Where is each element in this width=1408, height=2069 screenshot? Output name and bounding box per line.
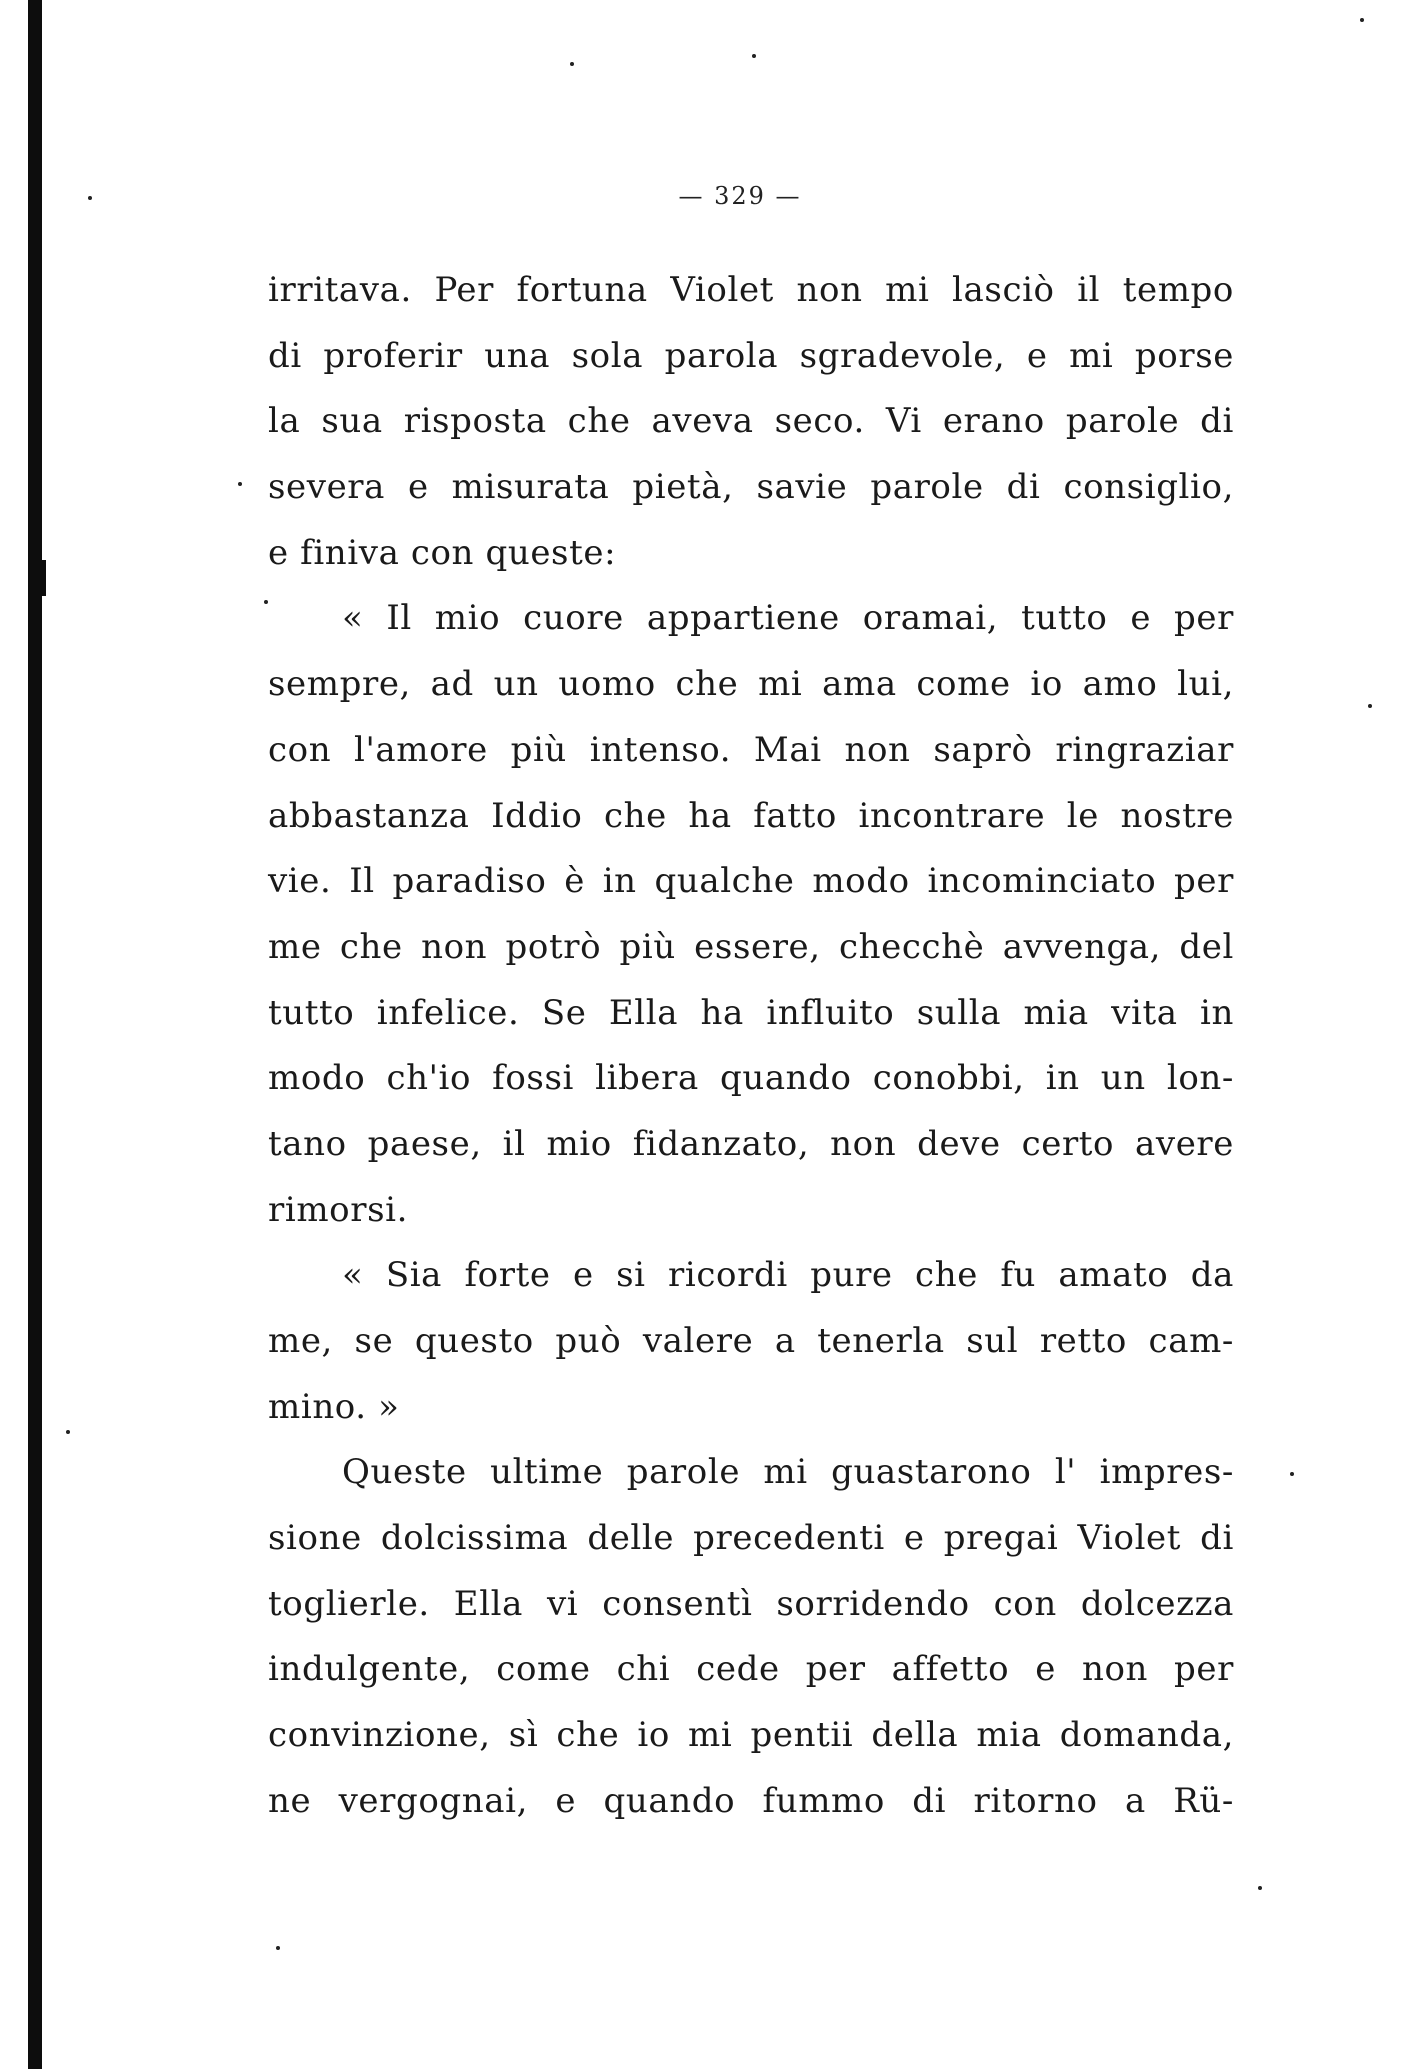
text-line: sione dolcissima delle precedenti e pregai Violet di <box>268 1518 1234 1559</box>
text-line: modo ch'io fossi libera quando conobbi, in un lon- <box>268 1058 1234 1099</box>
scan-speck <box>570 62 574 66</box>
text-line: me che non potrò più essere, checchè avvenga, del <box>268 926 1234 967</box>
scan-speck <box>1360 18 1364 22</box>
text-line: con l'amore più intenso. Mai non saprò ringraziar <box>268 729 1234 770</box>
text-line: « Sia forte e si ricordi pure che fu amato da <box>342 1255 1234 1296</box>
text-line: ne vergognai, e quando fummo di ritorno a Rü- <box>268 1780 1234 1821</box>
text-line: abbastanza Iddio che ha fatto incontrare le nostre <box>268 795 1234 836</box>
scan-speck <box>88 196 92 200</box>
text-line: « Il mio cuore appartiene oramai, tutto e per <box>342 598 1234 639</box>
text-line: toglierle. Ella vi consentì sorridendo con dolcezza <box>268 1583 1234 1624</box>
text-line: vie. Il paradiso è in qualche modo incominciato per <box>268 861 1234 902</box>
text-line: indulgente, come chi cede per affetto e non per <box>268 1649 1234 1690</box>
text-line: la sua risposta che aveva seco. Vi erano parole di <box>268 401 1234 442</box>
text-line: sempre, ad un uomo che mi ama come io amo lui, <box>268 664 1234 705</box>
scan-speck <box>1368 704 1372 708</box>
text-line: rimorsi. <box>268 1189 409 1230</box>
binding-edge <box>28 0 42 2069</box>
scan-speck <box>276 1946 280 1950</box>
text-line: tutto infelice. Se Ella ha influito sulla mia vita in <box>268 992 1234 1033</box>
text-line: me, se questo può valere a tenerla sul retto cam- <box>268 1321 1234 1361</box>
text-line: Queste ultime parole mi guastarono l' impres- <box>342 1452 1234 1493</box>
text-line: di proferir una sola parola sgradevole, e mi porse <box>268 335 1234 376</box>
text-line: convinzione, sì che io mi pentii della mia domanda, <box>268 1715 1234 1756</box>
text-line: irritava. Per fortuna Violet non mi lasciò il tempo <box>268 270 1234 310</box>
text-line: severa e misurata pietà, savie parole di consiglio, <box>268 467 1234 508</box>
text-line: mino. » <box>268 1386 400 1427</box>
scan-speck <box>1290 1472 1294 1476</box>
page-number: — 329 — <box>678 182 802 210</box>
scan-speck <box>752 54 756 58</box>
binding-notch <box>40 560 46 596</box>
scan-speck <box>66 1430 70 1434</box>
scan-speck <box>1258 1886 1262 1890</box>
body-text <box>268 258 1234 1835</box>
scan-speck <box>238 482 242 486</box>
text-line: e finiva con queste: <box>268 532 617 573</box>
text-line: tano paese, il mio fidanzato, non deve certo avere <box>268 1123 1234 1164</box>
